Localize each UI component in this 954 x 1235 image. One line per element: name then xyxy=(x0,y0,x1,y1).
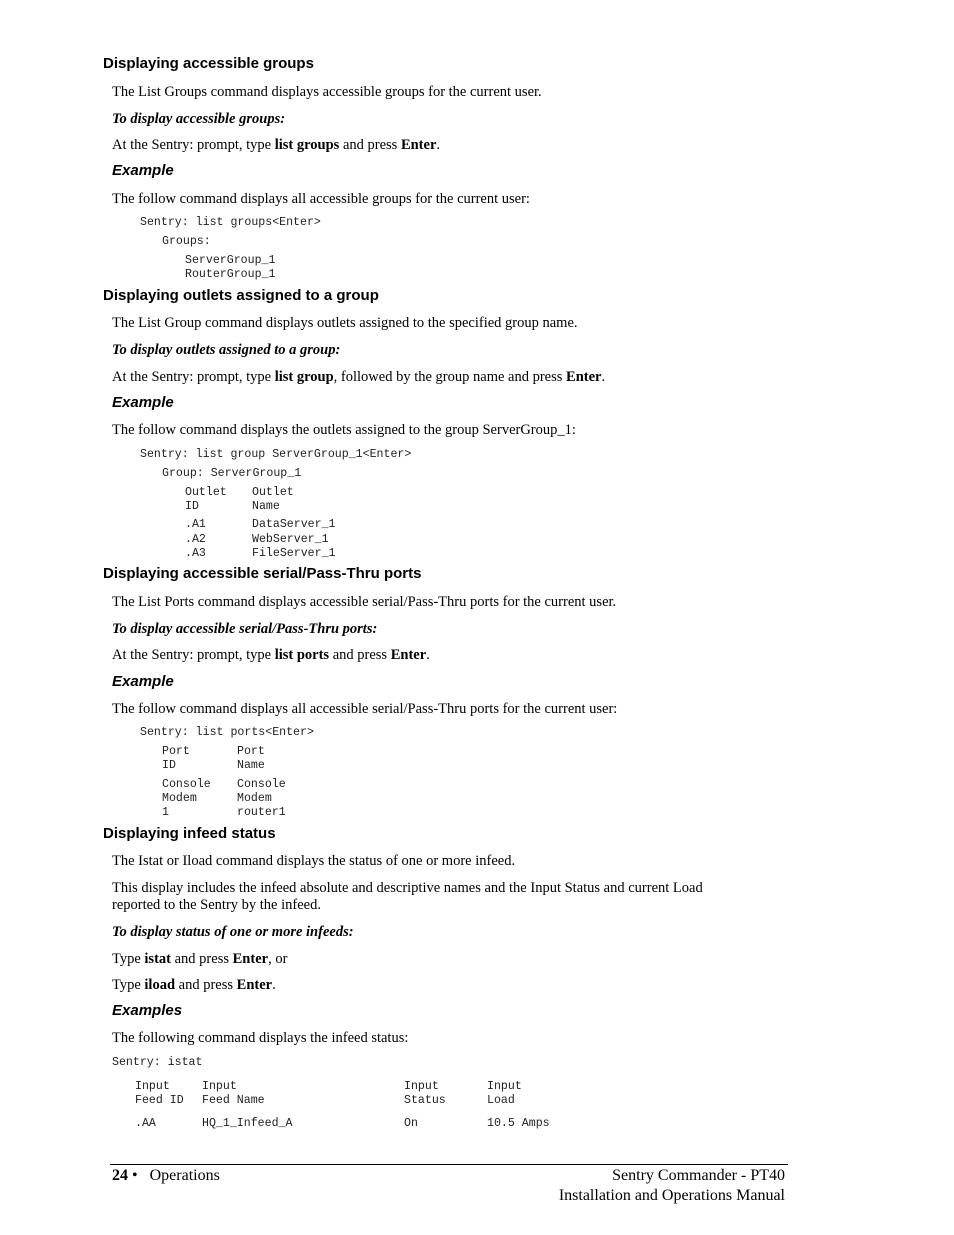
code-column-header: Input xyxy=(487,1080,522,1093)
infeed-example-intro: The following command displays the infeed status: xyxy=(112,1030,409,1046)
code-command: Sentry: istat xyxy=(112,1056,203,1069)
code-column-header: Feed ID xyxy=(135,1094,184,1107)
enter-key: Enter xyxy=(390,647,427,663)
command-list-group: list group xyxy=(274,369,334,385)
infeed-step-iload: Type iload and press Enter. xyxy=(112,977,276,993)
code-cell: Console xyxy=(237,778,286,791)
code-column-header: Outlet xyxy=(185,486,227,499)
code-command: Sentry: list ports<Enter> xyxy=(140,726,314,739)
ports-intro: The List Ports command displays accessible serial/Pass-Thru ports for the current user. xyxy=(112,594,617,610)
section-heading-group-outlets: Displaying outlets assigned to a group xyxy=(103,287,379,304)
code-output-label: Groups: xyxy=(162,235,211,248)
code-column-header: ID xyxy=(185,500,199,513)
enter-key: Enter xyxy=(236,977,273,993)
command-list-ports: list ports xyxy=(274,647,330,663)
infeed-description-line: This display includes the infeed absolute and descriptive names and the Input Status and current Load xyxy=(112,880,703,896)
infeed-step-istat: Type istat and press Enter, or xyxy=(112,951,288,967)
groups-example-intro: The follow command displays all accessible groups for the current user: xyxy=(112,191,530,207)
code-command: Sentry: list group ServerGroup_1<Enter> xyxy=(140,448,412,461)
groups-intro: The List Groups command displays accessible groups for the current user. xyxy=(112,84,542,100)
ports-example-intro: The follow command displays all accessible serial/Pass-Thru ports for the current user: xyxy=(112,701,618,717)
infeed-example-heading: Examples xyxy=(112,1002,183,1019)
footer-section-name: Operations xyxy=(149,1167,220,1184)
command-list-groups: list groups xyxy=(274,137,340,153)
enter-key: Enter xyxy=(400,137,437,153)
code-cell: Modem xyxy=(162,792,197,805)
code-column-header: Load xyxy=(487,1094,515,1107)
code-cell: router1 xyxy=(237,806,286,819)
infeed-procedure-title: To display status of one or more infeeds: xyxy=(112,924,354,940)
section-heading-infeed: Displaying infeed status xyxy=(103,825,276,842)
infeed-description-line: reported to the Sentry by the infeed. xyxy=(112,897,321,913)
enter-key: Enter xyxy=(232,951,269,967)
code-cell: Modem xyxy=(237,792,272,805)
code-output-line: RouterGroup_1 xyxy=(185,268,276,281)
bullet-separator: • xyxy=(132,1167,138,1184)
groups-step: At the Sentry: prompt, type list groups and press Enter. xyxy=(112,137,440,153)
code-column-header: Port xyxy=(237,745,265,758)
code-column-header: Input xyxy=(404,1080,439,1093)
infeed-intro: The Istat or Iload command displays the status of one or more infeed. xyxy=(112,853,516,869)
code-cell: FileServer_1 xyxy=(252,547,336,560)
code-output-label: Group: ServerGroup_1 xyxy=(162,467,302,480)
code-cell: .AA xyxy=(135,1117,156,1130)
code-cell: .A3 xyxy=(185,547,206,560)
code-column-header: Input xyxy=(202,1080,237,1093)
code-command: Sentry: list groups<Enter> xyxy=(140,216,321,229)
footer-left xyxy=(112,1167,220,1185)
code-cell: DataServer_1 xyxy=(252,518,336,531)
group-outlets-procedure-title: To display outlets assigned to a group: xyxy=(112,342,341,358)
code-cell: 1 xyxy=(162,806,169,819)
page-number: 24 xyxy=(112,1167,128,1184)
code-cell: 10.5 Amps xyxy=(487,1117,550,1130)
code-column-header: Outlet xyxy=(252,486,294,499)
group-outlets-example-heading: Example xyxy=(112,394,174,411)
code-column-header: ID xyxy=(162,759,176,772)
code-column-header: Input xyxy=(135,1080,170,1093)
footer-product-name: Sentry Commander - PT40 xyxy=(612,1167,785,1184)
group-outlets-example-intro: The follow command displays the outlets assigned to the group ServerGroup_1: xyxy=(112,422,576,438)
enter-key: Enter xyxy=(566,369,602,385)
ports-step: At the Sentry: prompt, type list ports and press Enter. xyxy=(112,647,430,663)
code-cell: On xyxy=(404,1117,418,1130)
section-heading-ports: Displaying accessible serial/Pass-Thru ports xyxy=(103,565,422,582)
command-iload: iload xyxy=(144,977,176,993)
code-column-header: Status xyxy=(404,1094,446,1107)
groups-procedure-title: To display accessible groups: xyxy=(112,111,286,127)
ports-procedure-title: To display accessible serial/Pass-Thru ports: xyxy=(112,621,378,637)
code-column-header: Port xyxy=(162,745,190,758)
code-column-header: Name xyxy=(237,759,265,772)
code-column-header: Name xyxy=(252,500,280,513)
code-output-line: ServerGroup_1 xyxy=(185,254,276,267)
footer-divider xyxy=(110,1164,788,1165)
code-cell: .A2 xyxy=(185,533,206,546)
code-column-header: Feed Name xyxy=(202,1094,265,1107)
code-cell: .A1 xyxy=(185,518,206,531)
group-outlets-step: At the Sentry: prompt, type list group, followed by the group name and press Enter. xyxy=(112,369,606,385)
code-cell: WebServer_1 xyxy=(252,533,329,546)
code-cell: Console xyxy=(162,778,211,791)
command-istat: istat xyxy=(144,951,171,967)
code-cell: HQ_1_Infeed_A xyxy=(202,1117,293,1130)
section-heading-groups: Displaying accessible groups xyxy=(103,55,314,72)
ports-example-heading: Example xyxy=(112,673,174,690)
footer-manual-title: Installation and Operations Manual xyxy=(558,1187,785,1204)
groups-example-heading: Example xyxy=(112,162,174,179)
group-outlets-intro: The List Group command displays outlets assigned to the specified group name. xyxy=(112,315,578,331)
